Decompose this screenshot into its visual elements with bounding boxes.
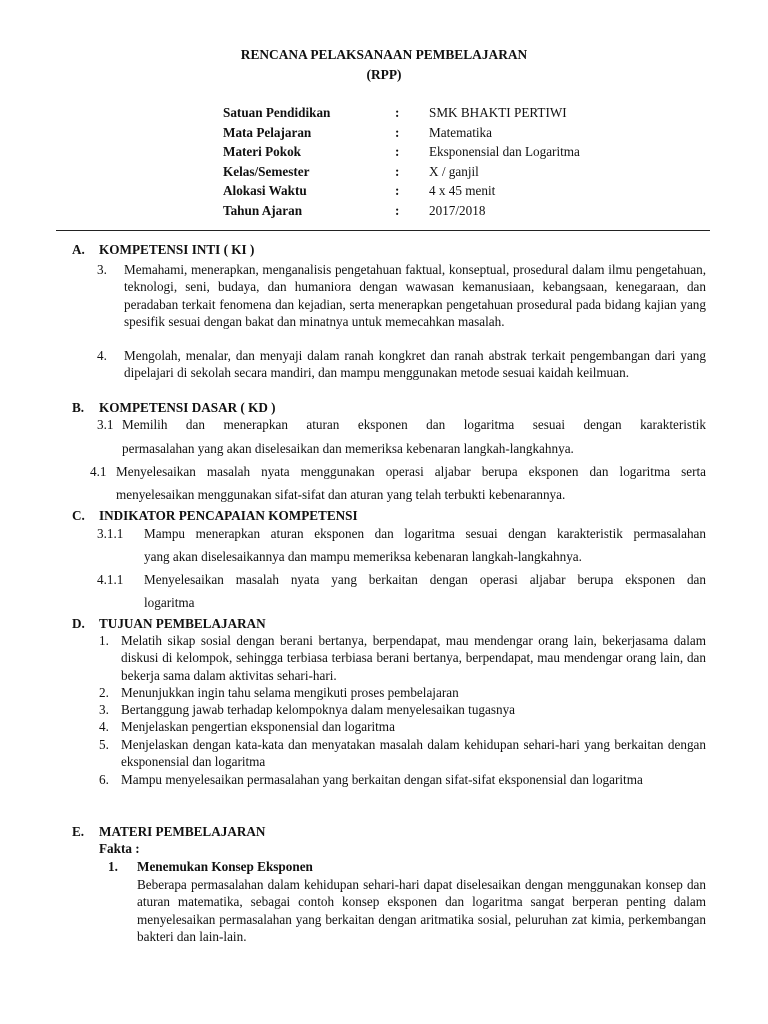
list-number: 3.1 [97, 417, 114, 432]
list-number: 2. [99, 685, 109, 700]
list-item-line: yang akan diselesaikannya dan mampu memeriksa kebenaran langkah-langkahnya. [144, 549, 582, 564]
list-number: 3. [99, 702, 109, 717]
section-letter: D. [72, 616, 85, 631]
header-divider [56, 230, 710, 231]
section-letter: B. [72, 400, 85, 415]
identity-colon: : [395, 202, 400, 218]
document-subtitle: (RPP) [366, 67, 402, 82]
identity-label: Kelas/Semester [223, 163, 310, 179]
identity-colon: : [395, 105, 400, 120]
section-b-heading [72, 399, 276, 416]
list-item: Melatih sikap sosial dengan berani bertanya, berpendapat, mau mendengar orang lain, bekerjasama dalam diskusi di kelompok, sehingga terbiasa terbiasa berani bertanya, berpendapat, mau mendengar orang lain, dan bekerja sama dalam aktivitas sehari-hari. [121, 633, 706, 683]
identity-row [223, 104, 703, 124]
identity-colon: : [395, 183, 400, 199]
section-letter: C. [72, 508, 85, 523]
list-number: 4. [99, 719, 109, 734]
list-number: 1. [99, 633, 109, 648]
list-item: Mengolah, menalar, dan menyaji dalam ranah kongkret dan ranah abstrak terkait pengembangan dari yang dipelajari di sekolah secara mandiri, dan mampu menggunakan metode sesuai kaidah keilmuan. [124, 348, 706, 381]
section-c-heading [72, 507, 358, 524]
section-letter: E. [72, 824, 85, 839]
list-item-line: permasalahan yang akan diselesaikan dan memeriksa kebenaran langkah-langkahnya. [122, 441, 574, 456]
list-number: 4.1.1 [97, 572, 124, 587]
list-number: 3. [97, 262, 107, 277]
list-item: Menjelaskan pengertian eksponensial dan logaritma [121, 719, 395, 734]
list-number: 4.1 [90, 464, 107, 479]
list-item: Menunjukkan ingin tahu selama mengikuti proses pembelajaran [121, 685, 459, 700]
list-item-line: Menyelesaikan masalah nyata yang berkaitan dengan operasi aljabar berupa eksponen dan [144, 572, 706, 587]
list-item-line: logaritma [144, 595, 195, 610]
list-item: Menjelaskan dengan kata-kata dan menyatakan masalah dalam kehidupan sehari-hari yang berkaitan dengan eksponensial dan logaritma [121, 737, 706, 770]
list-number: 6. [99, 772, 109, 787]
list-item-line: Mampu menerapkan aturan eksponen dan logaritma sesuai dengan karakteristik permasalahan [144, 526, 706, 541]
document-title: RENCANA PELAKSANAAN PEMBELAJARAN [240, 47, 528, 62]
fakta-label: Fakta : [99, 841, 140, 856]
section-e-heading [72, 823, 265, 840]
materi-paragraph: Beberapa permasalahan dalam kehidupan sehari-hari dapat diselesaikan dengan menggunakan konsep dan aturan matematika, sebagai contoh konsep eksponen dan logaritma sangat berperan penting dalam menyelesaikan permasalahan yang berkaitan dengan aritmatika sosial, peluruhan zat kimia, perkembangan bakteri dan lain-lain. [137, 877, 706, 945]
identity-value: X / ganjil [429, 163, 479, 179]
list-number: 4. [97, 348, 107, 363]
identity-row [223, 182, 703, 202]
section-a-heading [72, 241, 254, 258]
identity-value: SMK BHAKTI PERTIWI [429, 105, 567, 120]
identity-label: Tahun Ajaran [223, 202, 303, 218]
identity-value: 4 x 45 menit [429, 183, 496, 199]
subsection-title: Menemukan Konsep Eksponen [137, 859, 313, 874]
section-title: INDIKATOR PENCAPAIAN KOMPETENSI [99, 508, 358, 523]
list-item: Bertanggung jawab terhadap kelompoknya dalam menyelesaikan tugasnya [121, 702, 516, 717]
identity-value: 2017/2018 [429, 202, 486, 218]
list-item-line: menyelesaikan menggunakan sifat-sifat dan aturan yang telah terbukti kebenarannya. [116, 487, 566, 502]
identity-label: Alokasi Waktu [223, 183, 307, 199]
identity-row [223, 124, 703, 144]
identity-value: Matematika [429, 124, 492, 140]
list-item-line: Menyelesaikan masalah nyata menggunakan operasi aljabar berupa eksponen dan logaritma serta [116, 464, 706, 479]
section-title: KOMPETENSI INTI ( KI ) [99, 242, 255, 257]
section-d-heading [72, 615, 266, 632]
identity-colon: : [395, 144, 400, 160]
identity-row [223, 202, 703, 222]
section-title: MATERI PEMBELAJARAN [99, 824, 266, 839]
list-number: 3.1.1 [97, 526, 124, 541]
section-letter: A. [72, 242, 85, 257]
identity-colon: : [395, 124, 400, 140]
identity-table [223, 104, 703, 222]
identity-label: Satuan Pendidikan [223, 105, 331, 120]
section-title: TUJUAN PEMBELAJARAN [99, 616, 266, 631]
identity-label: Materi Pokok [223, 144, 302, 160]
identity-row [223, 143, 703, 163]
section-title: KOMPETENSI DASAR ( KD ) [99, 400, 276, 415]
subsection-number: 1. [108, 859, 118, 874]
identity-value: Eksponensial dan Logaritma [429, 144, 580, 160]
list-item: Mampu menyelesaikan permasalahan yang berkaitan dengan sifat-sifat eksponensial dan logaritma [121, 772, 643, 787]
list-item: Memahami, menerapkan, menganalisis pengetahuan faktual, konseptual, prosedural dalam ilmu pengetahuan, teknologi, seni, budaya, dan humaniora dengan wawasan kemanusiaan, kebangsaan, kenegaraan, dan peradaban terkait fenomena dan kejadian, serta menerapkan pengetahuan prosedural pada bidang kajian yang spesifik sesuai dengan bakat dan minatnya untuk memecahkan masalah. [124, 262, 706, 330]
list-item-line: Memilih dan menerapkan aturan eksponen dan logaritma sesuai dengan karakteristik [122, 417, 706, 432]
identity-colon: : [395, 163, 400, 179]
identity-row [223, 163, 703, 183]
identity-label: Mata Pelajaran [223, 124, 312, 140]
list-number: 5. [99, 737, 109, 752]
